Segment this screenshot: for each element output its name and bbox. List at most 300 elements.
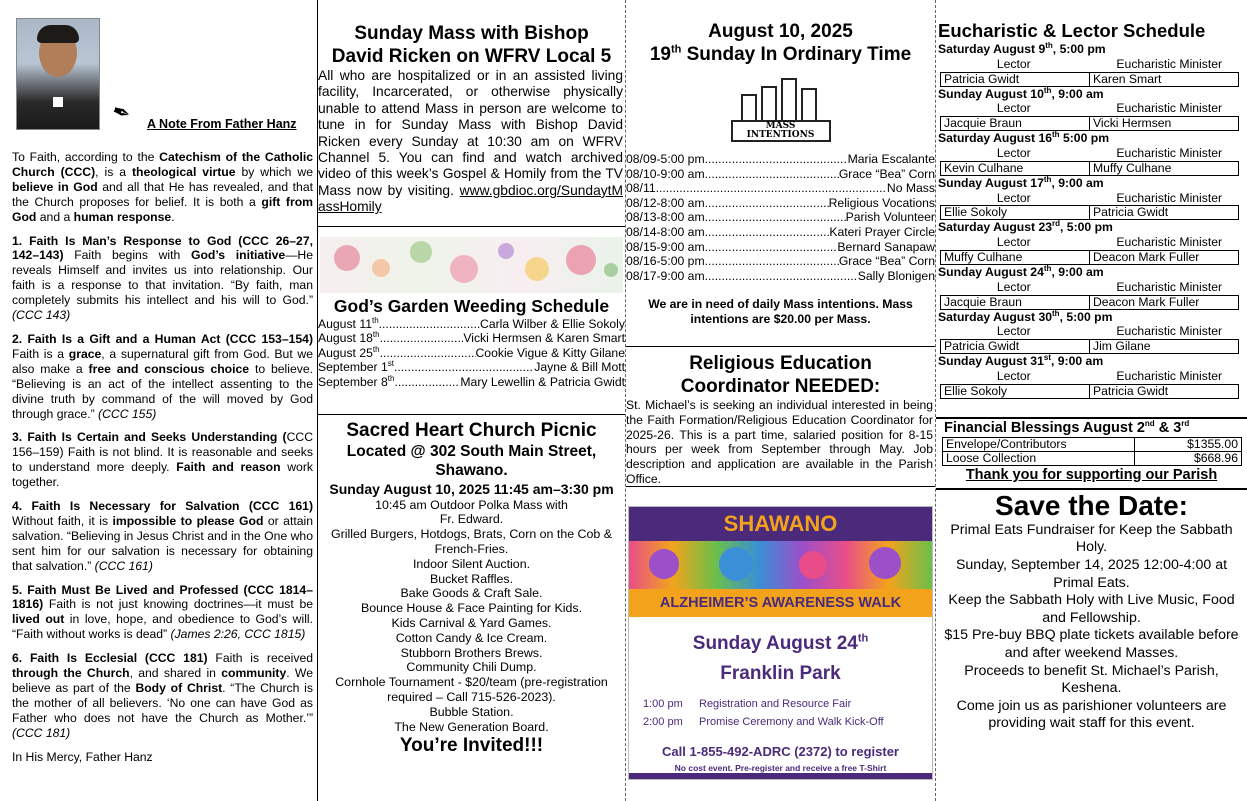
leader-dots (705, 254, 839, 269)
schedule-day (936, 87, 1247, 132)
flower-icon (649, 549, 679, 579)
point-2-heading: 2. Faith Is a Gift and a Human Act (CCC 153–154) (12, 331, 313, 346)
intentions-need: We are in need of daily Mass intentions. Mass intentions are $20.00 per Mass. (648, 297, 913, 327)
ordinal: th (857, 632, 869, 645)
em-name: Patricia Gwidt (1093, 205, 1169, 220)
intentions-list (626, 152, 935, 283)
picnic-line: Stubborn Brothers Brews. (400, 645, 543, 660)
intro-text: . (171, 209, 175, 224)
garden-date: September 8 (318, 375, 388, 390)
poster-date (629, 631, 932, 657)
leader-dots (380, 331, 464, 346)
intention-time: 08/17-9:00 am (626, 268, 705, 283)
leader-dots (656, 181, 887, 196)
intro-human: human response (73, 209, 172, 224)
role-labels (936, 235, 1247, 250)
em-name: Vicki Hermsen (1093, 116, 1172, 131)
intro-text: by which we (235, 164, 313, 179)
intention-row (626, 167, 935, 182)
point-text: . “The Church is the mother of all believers. ‘No one can have God as Father who does not have the Church as Mother.’” (12, 681, 313, 725)
financial-table (942, 437, 1242, 466)
intention-time: 08/12-8:00 am (626, 195, 705, 210)
intention-time: 08/14-8:00 am (626, 224, 705, 239)
lector-label: Lector (996, 324, 1031, 339)
schedule-title: Eucharistic & Lector Schedule (938, 20, 1206, 41)
financial-section (936, 417, 1247, 484)
role-labels (936, 280, 1247, 295)
save-date-line: Keep the Sabbath Holy with Live Music, Food and Fellowship. (948, 592, 1235, 626)
point-text: Without faith, it is (12, 513, 113, 528)
intention-row (626, 225, 935, 240)
ordinal: th (1052, 308, 1060, 318)
point-bold: God’s initiative (190, 248, 286, 263)
lector-schedule (936, 42, 1247, 399)
ordinal: th (1043, 174, 1052, 184)
point-citation: (CCC 155) (94, 406, 157, 421)
intention-name: Grace “Bea” Corn (838, 166, 935, 181)
father-hanz-photo (16, 18, 100, 130)
homily-link[interactable]: www.gbdioc.org/SundaytMassHomily (318, 182, 623, 215)
em-name: Patricia Gwidt (1093, 383, 1169, 398)
right-column (936, 0, 1247, 801)
financial-amount: $668.96 (1135, 451, 1242, 465)
role-labels (936, 369, 1247, 384)
em-name: Muffy Culhane (1093, 160, 1172, 175)
thanks-message: Thank you for supporting our Parish (965, 466, 1218, 483)
picnic-line: 10:45 am Outdoor Polka Mass with (375, 497, 568, 512)
day-heading (936, 265, 1247, 280)
intention-name: Maria Escalante (847, 152, 935, 166)
assignment-row (940, 339, 1239, 354)
point-6-heading: 6. Faith Is Ecclesial (CCC 181) (12, 651, 208, 666)
lector-name: Ellie Sokoly (941, 206, 1090, 219)
poster-event: Registration and Resource Fair (699, 698, 852, 710)
financial-label: Envelope/Contributors (943, 437, 1135, 451)
ordinal: th (372, 330, 380, 340)
day-time: , 9:00 am (1051, 175, 1104, 190)
lector-name: Jacquie Braun (941, 296, 1090, 309)
day-heading (936, 310, 1247, 325)
day-text: Saturday August 30 (938, 309, 1053, 324)
intention-name: No Mass (886, 181, 935, 196)
save-date-line: $15 Pre-buy BBQ plate tickets available before and after weekend Masses. (944, 627, 1239, 661)
intention-row (626, 240, 935, 255)
schedule-day (936, 176, 1247, 221)
picnic-line: Indoor Silent Auction. (412, 556, 531, 571)
sunday-number: 19 (649, 44, 671, 65)
bishop-mass-title-1: Sunday Mass with Bishop (354, 23, 589, 44)
point-1 (12, 234, 313, 323)
point-6 (12, 651, 313, 740)
intention-name: Kateri Prayer Circle (829, 224, 935, 239)
ordinal: nd (1144, 418, 1155, 428)
day-time: , 9:00 am (1051, 264, 1104, 279)
intention-row (626, 210, 935, 225)
point-bold: Body of Christ (135, 681, 223, 695)
candle-icon (741, 94, 757, 122)
leader-dots (705, 167, 839, 182)
garden-row (318, 331, 625, 346)
poster-time: 2:00 pm (643, 716, 683, 728)
logo-text-mass: MASS (765, 121, 796, 131)
point-text: work together. (12, 460, 313, 490)
financial-title-text: Financial Blessings August 2 (944, 419, 1145, 436)
em-name: Jim Gilane (1093, 339, 1151, 354)
lector-label: Lector (996, 190, 1031, 205)
leader-dots (380, 346, 476, 361)
leader-dots (705, 240, 838, 255)
intro-text: To Faith, according to the (12, 150, 160, 164)
point-bold: impossible to please God (112, 513, 264, 528)
intention-name: Sally Blonigen (857, 268, 935, 283)
candle-icon (781, 78, 797, 122)
garden-date: August 25 (318, 345, 373, 360)
ordinal: th (372, 344, 380, 354)
poster-sched-row (643, 695, 932, 713)
garden-names: Mary Lewellin & Patricia Gwidt (460, 375, 625, 390)
point-bold: lived out (12, 612, 65, 627)
garden-row (318, 346, 625, 361)
point-citation: (CCC 143) (12, 308, 71, 323)
garden-schedule (318, 317, 625, 390)
religious-ed-body: St. Michael’s is seeking an individual interested in being the Faith Formation/Religious Education Coordinator for 2025-26. This is a part time, salaried position for 8-15 hours per week from September through May. Job description and application are available in the Parish Office. (626, 397, 933, 486)
day-time: , 5:00 pm (1052, 42, 1106, 56)
point-2 (12, 332, 313, 421)
picnic-line: Bounce House & Face Painting for Kids. (360, 601, 583, 616)
save-date-line: Come join us as parishioner volunteers are providing wait staff for this event. (956, 697, 1227, 732)
point-text: Faith is not blind. It is reasonable and seeks to understand more deeply. (12, 445, 313, 475)
leader-dots (705, 196, 829, 211)
lector-label: Lector (996, 368, 1031, 383)
financial-title-text: & 3 (1154, 419, 1182, 436)
intro-believe: believe in God (12, 179, 98, 194)
point-bold: free and conscious choice (88, 361, 250, 376)
save-the-date-section (936, 488, 1247, 733)
point-bold: through the Church (12, 666, 130, 681)
intro-gift: gift from God (12, 194, 313, 224)
point-text: —He reveals Himself and invites us into relationship. Our faith is a response to that invitation. “By faith, man completely submits his intellect and his will to God.” (12, 248, 313, 308)
intention-time: 08/09-5:00 pm (626, 152, 705, 166)
leader-dots (394, 375, 460, 390)
poster-sched-row (643, 713, 932, 731)
assignment-row (940, 205, 1239, 220)
intention-row (626, 254, 935, 269)
ordinal: rd (1181, 418, 1190, 428)
note-body (12, 150, 313, 774)
picnic-line: Bucket Raffles. (429, 571, 514, 586)
point-3-ccc: CCC 156–159) (12, 430, 313, 460)
garden-names: Vicki Hermsen & Karen Smart (463, 331, 625, 346)
intention-name: Parish Volunteer (845, 210, 935, 225)
religious-ed-title-1: Religious Education (689, 352, 872, 374)
intention-name: Grace “Bea” Corn (838, 254, 935, 269)
em-label: Eucharistic Minister (1116, 145, 1223, 160)
financial-row (943, 451, 1242, 465)
divider (318, 226, 625, 227)
day-text: Saturday August 16 (938, 131, 1053, 146)
ordinal: th (1045, 40, 1053, 50)
divider (626, 486, 935, 487)
point-text: Faith begins with (63, 248, 191, 263)
point-text: Faith is received (207, 651, 313, 666)
schedule-day (936, 220, 1247, 265)
sunday-title (626, 43, 935, 66)
mass-intentions-logo (731, 72, 831, 142)
day-heading (936, 220, 1247, 235)
poster-top-banner: SHAWANO (629, 507, 932, 541)
point-text: or attain salvation. “Believing in Jesus Christ and in the One who sent him for our salvation is necessary for obtaining that salvation.” (12, 513, 313, 573)
financial-amount: $1355.00 (1135, 437, 1242, 451)
day-time: 5:00 pm (1059, 131, 1110, 146)
point-bold: Faith and reason (176, 460, 281, 475)
intention-row (626, 196, 935, 211)
leader-dots (705, 152, 848, 167)
lector-label: Lector (996, 235, 1031, 250)
em-label: Eucharistic Minister (1116, 235, 1223, 250)
note-title: A Note From Father Hanz (147, 117, 297, 131)
religious-ed-title-2: Coordinator NEEDED: (680, 375, 881, 397)
intention-name: Religious Vocations (828, 195, 935, 210)
point-text: , a supernatural gift from God. But we also make a (12, 346, 313, 376)
bishop-mass-text: All who are hospitalized or in an assisted living facility, Incarcerated, or otherwise physically unable to attend Mass in person are welcome to tune in for Sunday Mass with Bishop David Ricken every Sunday at 10:30 am on WFRV Channel 5. You can find and watch archived video of this week’s Gospel & Homily from the TV Mass now by visiting. (318, 68, 623, 198)
garden-flowers-image (320, 237, 623, 293)
intro-text: and a (36, 209, 74, 224)
picnic-line: Cotton Candy & Ice Cream. (395, 630, 548, 645)
financial-row (943, 437, 1242, 451)
day-heading (936, 87, 1247, 102)
religious-ed-section (626, 347, 935, 487)
ordinal: th (371, 315, 379, 325)
intention-time: 08/15-9:00 am (626, 239, 705, 254)
bishop-mass-body (318, 68, 625, 216)
schedule-day (936, 310, 1247, 355)
leader-dots (379, 317, 480, 332)
sunday-text: Sunday In Ordinary Time (681, 44, 912, 65)
financial-label: Loose Collection (943, 451, 1135, 465)
lector-name: Patricia Gwidt (941, 340, 1090, 353)
flower-icon (869, 547, 901, 579)
point-text: . We believe as part of the (12, 666, 313, 695)
quill-pen-icon: ✒ (108, 97, 135, 128)
picnic-line: Kids Carnival & Yard Games. (391, 616, 552, 630)
picnic-title: Sacred Heart Church Picnic (346, 419, 597, 441)
leader-dots (705, 269, 858, 284)
point-text: Faith is a (12, 346, 69, 361)
em-name: Deacon Mark Fuller (1093, 249, 1200, 264)
garden-date: August 11 (318, 316, 372, 331)
intention-row (626, 152, 935, 167)
role-labels (936, 324, 1247, 339)
intro-ccc: Catechism of the Catholic Church (CCC) (12, 150, 313, 179)
assignment-row (940, 161, 1239, 176)
photo-hair (37, 25, 79, 43)
intention-row (626, 269, 935, 284)
intention-time: 08/16-5:00 pm (626, 254, 705, 269)
role-labels (936, 57, 1247, 72)
day-text: Sunday August 17 (938, 175, 1044, 190)
intro-text: , is a (95, 164, 132, 179)
point-text: Faith is not just knowing doctrines—it must be (43, 597, 313, 612)
em-label: Eucharistic Minister (1116, 324, 1223, 339)
poster-bottom-bar (629, 773, 932, 779)
point-3 (12, 430, 313, 490)
lector-name: Patricia Gwidt (941, 73, 1090, 86)
ordinal: st (1043, 353, 1051, 363)
flower-icon (719, 547, 753, 581)
point-bold: community (221, 666, 287, 681)
intention-time: 08/13-8:00 am (626, 210, 705, 225)
intention-name: Bernard Sanapaw (837, 239, 935, 254)
point-4-heading: 4. Faith Is Necessary for Salvation (CCC 161) (12, 499, 313, 514)
assignment-row (940, 72, 1239, 87)
day-text: Sunday August 10 (938, 86, 1044, 101)
flower-icon (799, 551, 827, 579)
assignment-row (940, 116, 1239, 131)
point-3-heading: 3. Faith Is Certain and Seeks Understanding ( (12, 430, 287, 445)
assignment-row (940, 250, 1239, 265)
mass-intentions-section (626, 0, 935, 327)
poster-place: Franklin Park (720, 663, 841, 684)
intention-time: 08/11 (626, 181, 656, 196)
father-note-column (0, 0, 318, 801)
leader-dots (705, 225, 830, 240)
intro-theological: theological virtue (132, 164, 236, 179)
garden-names: Jayne & Bill Mott (534, 360, 625, 375)
candle-icon (761, 86, 777, 122)
garden-title: God’s Garden Weeding Schedule (333, 295, 610, 316)
day-text: Saturday August 23 (938, 220, 1053, 235)
point-citation: (CCC 181) (12, 725, 71, 740)
bishop-mass-title-2: David Ricken on WFRV Local 5 (331, 46, 612, 67)
point-text: in love, hope, and obedience to God’s will. “Faith without works is dead” (12, 612, 313, 642)
ordinal: rd (1052, 219, 1061, 229)
poster-time: 1:00 pm (643, 698, 683, 710)
day-text: Saturday August 9 (938, 42, 1046, 56)
garden-names: Carla Wilber & Ellie Sokoly (480, 316, 625, 331)
day-time: , 9:00 am (1051, 354, 1104, 369)
candle-icon (801, 88, 817, 122)
garden-date: August 18 (318, 331, 373, 346)
leader-dots (394, 360, 534, 375)
day-time: , 5:00 pm (1059, 309, 1113, 324)
intention-row (626, 181, 935, 196)
save-date-line: Sunday, September 14, 2025 12:00-4:00 at Primal Eats. (955, 556, 1228, 591)
point-5-heading: 5. Faith Must Be Lived and Professed (CCC 1814–1816) (12, 582, 313, 612)
ordinal: th (1052, 130, 1060, 140)
schedule-day (936, 354, 1247, 399)
poster-flowers (629, 541, 932, 589)
garden-names: Cookie Vigue & Kitty Gilane (475, 345, 625, 360)
point-5 (12, 583, 313, 643)
picnic-line: Cornhole Tournament - $20/team (pre-registration required – Call 715-526-2023). (335, 675, 608, 704)
point-1-heading: 1. Faith Is Man’s Response to God (CCC 26–27, 142–143) (12, 233, 313, 263)
poster-schedule (643, 695, 932, 731)
logo-label (731, 120, 831, 142)
alzheimers-walk-poster (628, 506, 933, 780)
garden-row (318, 375, 625, 390)
poster-walk-title: ALZHEIMER’S AWARENESS WALK (629, 589, 932, 617)
em-label: Eucharistic Minister (1116, 279, 1223, 294)
lector-name: Ellie Sokoly (941, 385, 1090, 398)
picnic-line: Bubble Station. (429, 704, 514, 719)
poster-fine-print: No cost event. Pre-register and receive a free T-Shirt (674, 763, 887, 773)
schedule-day (936, 42, 1247, 87)
poster-call: Call 1-855-492-ADRC (2372) to register (662, 744, 899, 759)
day-time: , 9:00 am (1051, 86, 1104, 101)
lector-name: Muffy Culhane (941, 251, 1090, 264)
em-label: Eucharistic Minister (1116, 101, 1223, 116)
ordinal: th (1043, 263, 1052, 273)
point-citation: (CCC 161) (91, 558, 153, 573)
note-intro (12, 150, 313, 225)
assignment-row (940, 384, 1239, 399)
lector-label: Lector (996, 279, 1031, 294)
schedule-day (936, 265, 1247, 310)
save-the-date-title: Save the Date: (995, 489, 1188, 521)
bishop-mass-section (318, 0, 625, 216)
day-time: , 5:00 pm (1060, 220, 1113, 235)
ordinal: th (387, 373, 395, 383)
middle-right-column (626, 0, 936, 801)
point-text: to believe. “Believing is an act of the intellect assenting to the divine truth by command of the will moved by God through grace.” (12, 361, 313, 421)
middle-left-column (318, 0, 626, 801)
photo-collar (53, 97, 63, 107)
ordinal: th (670, 43, 682, 56)
picnic-invite: You’re Invited!!! (399, 735, 544, 757)
garden-date: September 1 (318, 360, 388, 375)
picnic-when: Sunday August 10, 2025 11:45 am–3:30 pm (329, 480, 614, 497)
role-labels (936, 191, 1247, 206)
picnic-location: Located @ 302 South Main Street, Shawano. (346, 442, 597, 479)
picnic-line: The New Generation Board. (394, 719, 549, 734)
lector-name: Jacquie Braun (941, 117, 1090, 130)
day-text: Sunday August 24 (938, 264, 1044, 279)
em-label: Eucharistic Minister (1116, 190, 1223, 205)
schedule-day (936, 131, 1247, 176)
poster-event: Promise Ceremony and Walk Kick-Off (699, 716, 884, 728)
intention-time: 08/10-9:00 am (626, 166, 705, 181)
point-citation: (James 2:26, CCC 1815) (167, 627, 306, 642)
intro-text: and all that He has revealed, and that the Church proposes for belief. It is both a (12, 179, 313, 209)
note-signoff: In His Mercy, Father Hanz (12, 749, 153, 764)
point-bold: grace (68, 346, 102, 361)
day-heading (936, 354, 1247, 369)
poster-date-text: Sunday August 24 (692, 633, 858, 654)
picnic-line: Fr. Edward. (439, 512, 504, 527)
em-name: Deacon Mark Fuller (1093, 294, 1200, 309)
lector-label: Lector (996, 56, 1031, 71)
lector-label: Lector (996, 101, 1031, 116)
role-labels (936, 146, 1247, 161)
lector-label: Lector (996, 145, 1031, 160)
point-text: , and shared in (129, 666, 222, 681)
role-labels (936, 101, 1247, 116)
picnic-line: Grilled Burgers, Hotdogs, Brats, Corn on the Cob & French-Fries. (331, 527, 612, 557)
day-heading (936, 42, 1247, 57)
assignment-row (940, 295, 1239, 310)
lector-name: Kevin Culhane (941, 162, 1090, 175)
em-name: Karen Smart (1093, 71, 1162, 86)
day-heading (936, 131, 1247, 146)
day-heading (936, 176, 1247, 191)
picnic-line: Community Chili Dump. (406, 660, 537, 675)
day-text: Sunday August 31 (938, 354, 1044, 369)
ordinal: th (1043, 85, 1052, 95)
leader-dots (705, 210, 846, 225)
garden-row (318, 317, 625, 332)
save-date-line: Proceeds to benefit St. Michael’s Parish, Keshena. (964, 662, 1219, 697)
picnic-line: Bake Goods & Craft Sale. (400, 586, 543, 601)
